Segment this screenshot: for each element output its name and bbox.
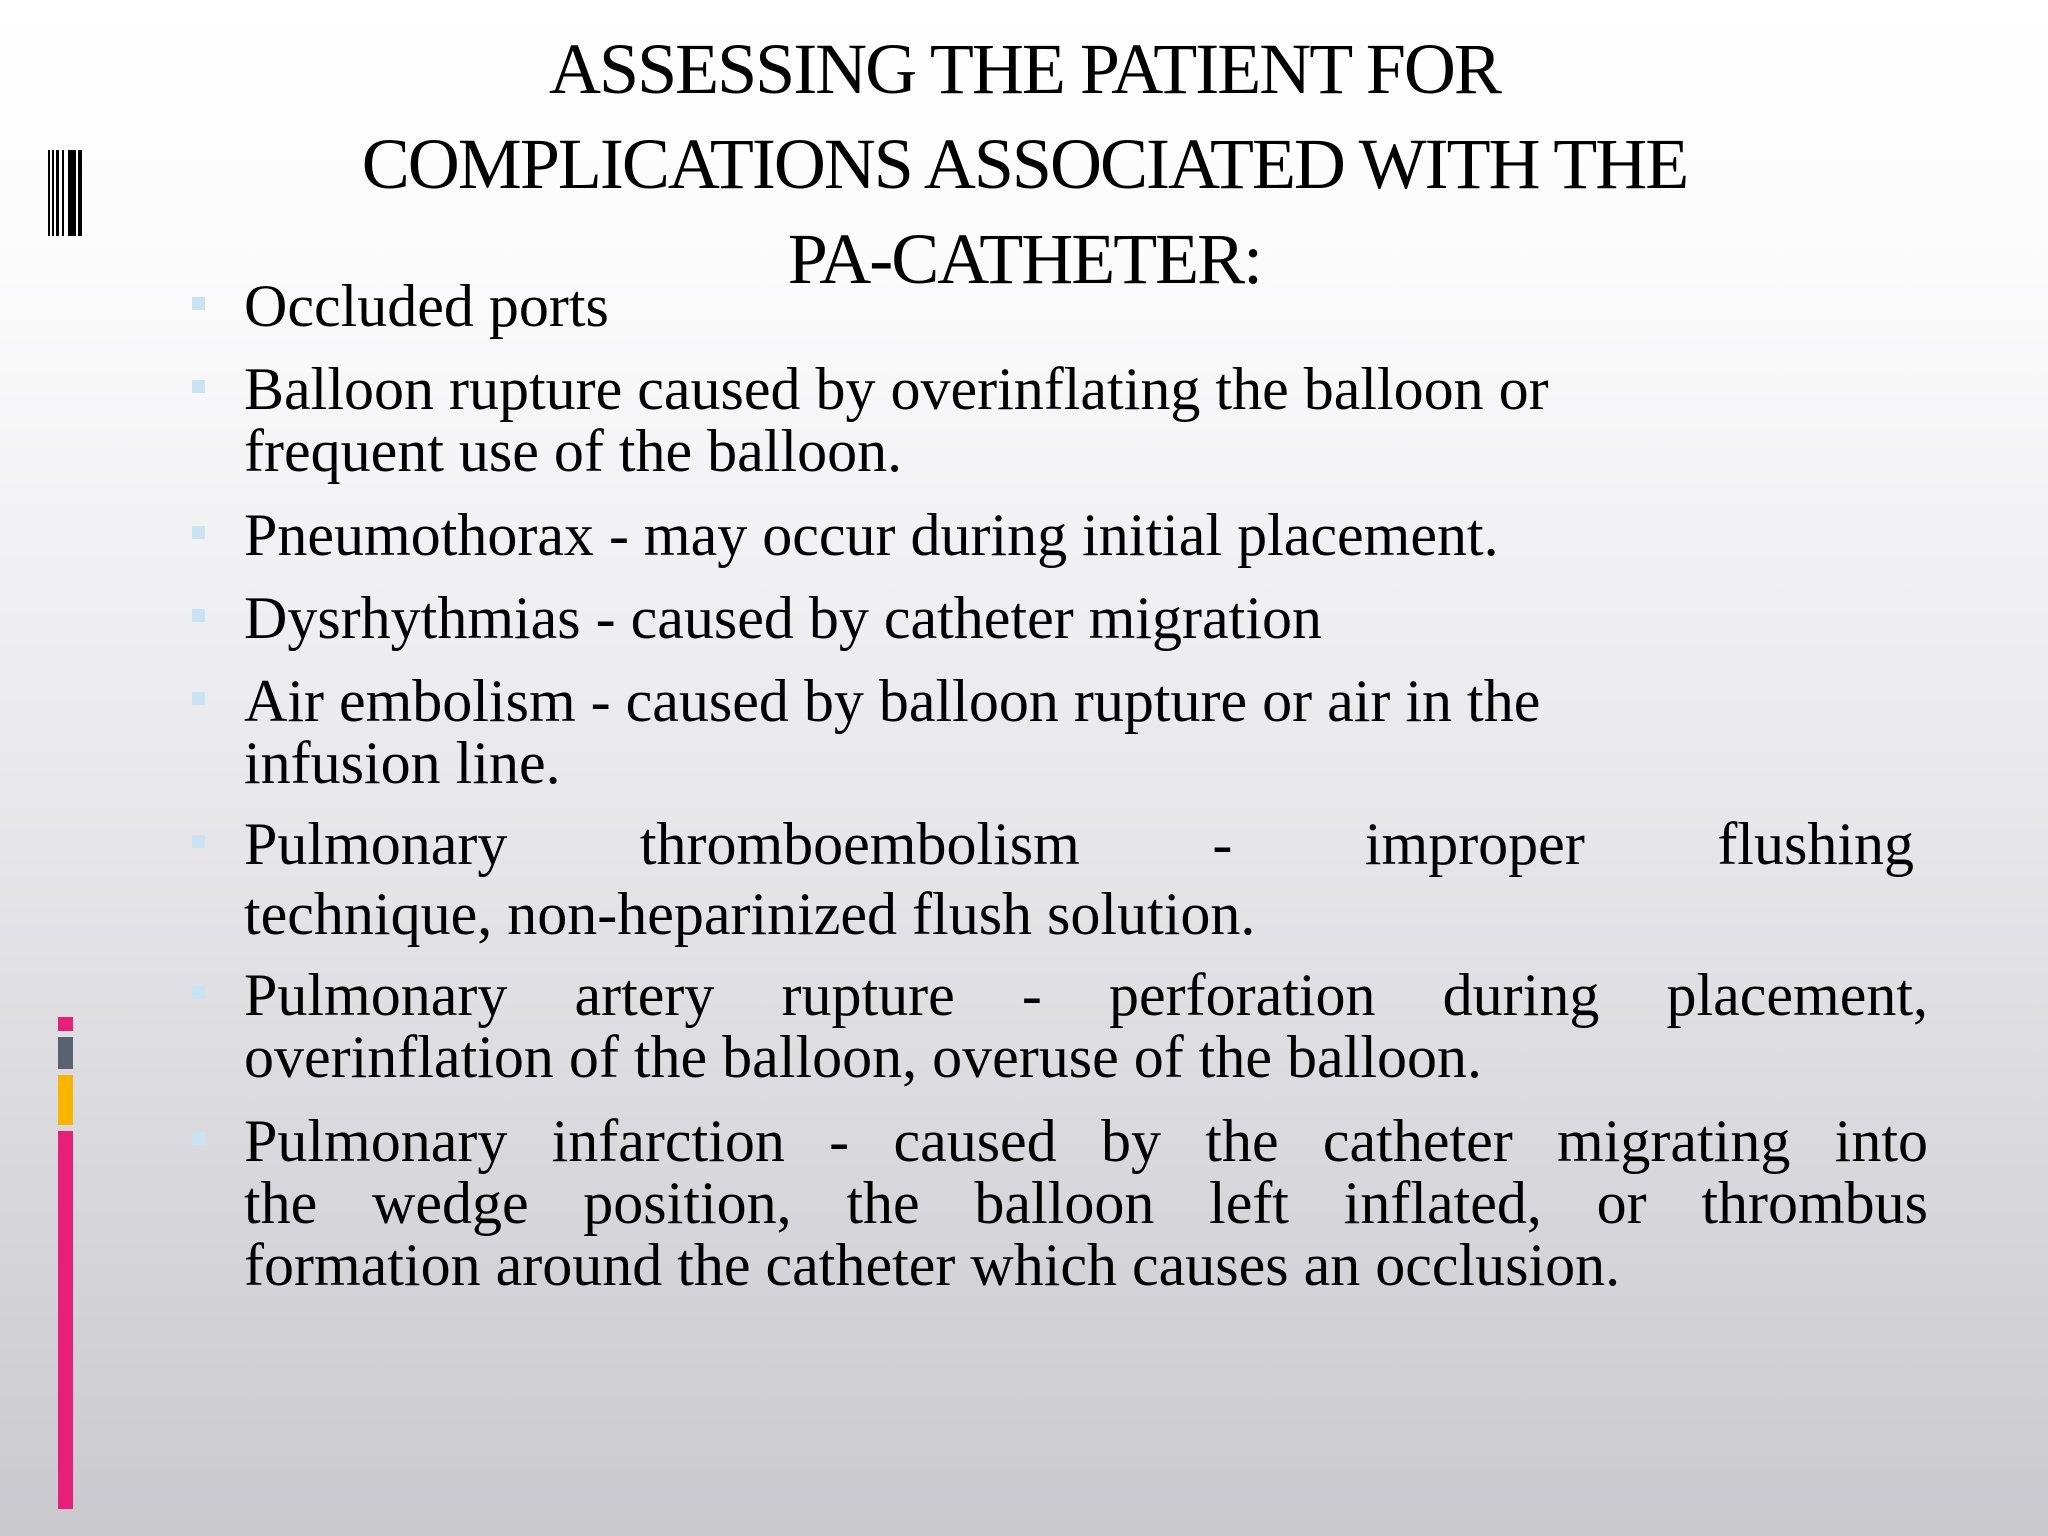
accent-bar-slate [58,1037,73,1069]
bullet-text: Pulmonary thromboembolism - improper flushing [244,811,1914,877]
barcode-decoration [48,150,82,236]
bullet-item-pneumothorax [244,504,1928,566]
bullet-text: Occluded ports [244,273,609,339]
bullet-item-dysrhythmias [244,587,1928,649]
accent-bar-magenta [58,1131,73,1509]
bullet-marker [192,609,205,622]
bullet-item-air-embolism [244,670,1928,794]
bullet-marker [192,692,205,705]
bullet-marker [192,1132,205,1145]
bullet-text: Air embolism - caused by balloon rupture or air in the [244,668,1541,734]
bullet-text: Pulmonary infarction - caused by the catheter migrating into [244,1108,1928,1174]
accent-bar-magenta-top [58,1017,73,1031]
bullet-item-balloon-rupture [244,358,1928,482]
bullet-text: frequent use of the balloon. [244,418,903,484]
bullet-text: the wedge position, the balloon left inflated, or thrombus [244,1170,1928,1236]
accent-bar-amber [58,1075,73,1125]
bullet-marker [192,297,205,310]
bullet-text: formation around the catheter which causes an occlusion. [244,1232,1621,1298]
bullet-text: overinflation of the balloon, overuse of the balloon. [244,1024,1482,1090]
bullet-item-pulmonary-artery-rupture [244,964,1928,1088]
bullet-item-pulmonary-thromboembolism [244,809,1928,949]
bullet-text: Balloon rupture caused by overinflating the balloon or [244,356,1549,422]
bullet-text: Pneumothorax - may occur during initial placement. [244,502,1499,568]
bullet-item-occluded-ports [244,275,1928,337]
bullet-marker [192,380,205,393]
bullet-marker [192,526,205,539]
slide-title: ASSESSING THE PATIENT FOR COMPLICATIONS ASSOCIATED WITH THE PA-CATHETER: [361,29,1688,299]
bullet-marker [192,835,205,848]
bullet-text: Dysrhythmias - caused by catheter migration [244,585,1323,651]
bullet-text: Pulmonary artery rupture - perforation during placement, [244,962,1928,1028]
bullet-item-pulmonary-infarction [244,1110,1928,1296]
bullet-marker [192,986,205,999]
bullet-text: technique, non-heparinized flush solution. [244,881,1256,947]
bullet-text: infusion line. [244,730,561,796]
